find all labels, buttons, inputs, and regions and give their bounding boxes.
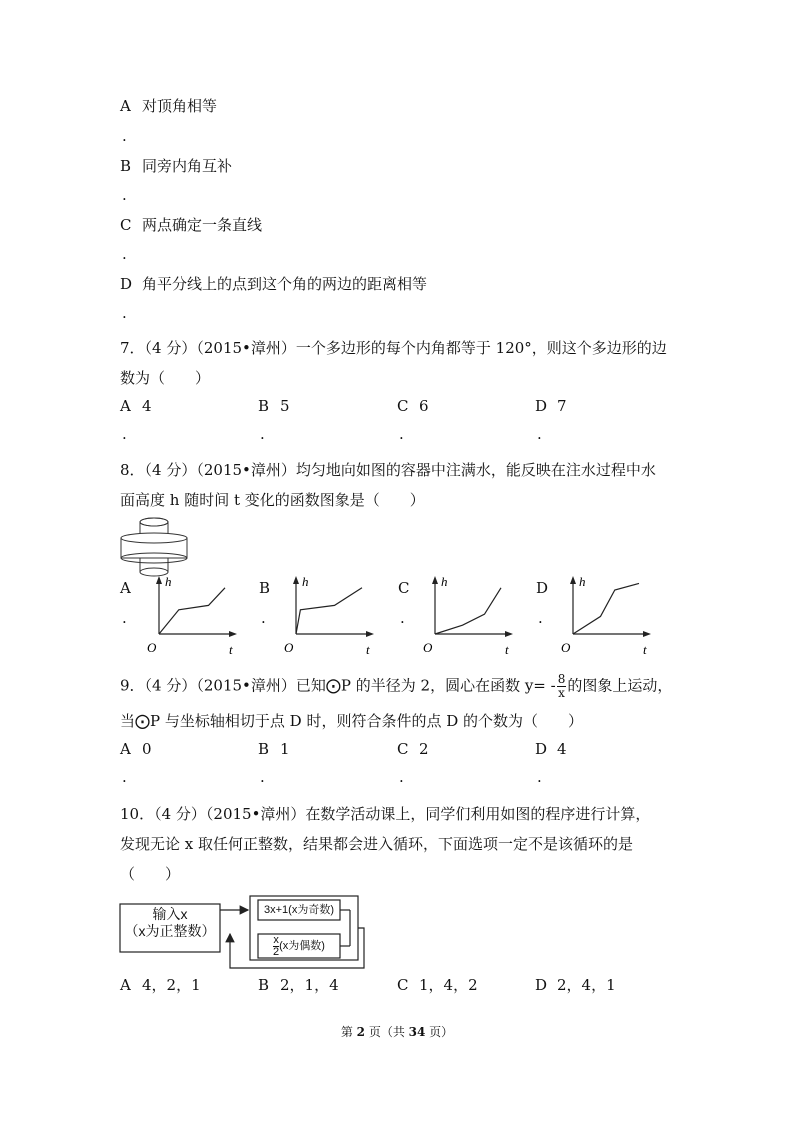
y-axis-label: h bbox=[579, 574, 586, 589]
q7-stem-line1: 7．（4 分）（2015•漳州）一个多边形的每个内角都等于 120°，则这个多边形的边 bbox=[120, 339, 667, 357]
x-axis-arrow-icon bbox=[366, 631, 374, 637]
q9-option-a: A 0 bbox=[120, 740, 152, 758]
q8-graph-b bbox=[282, 570, 382, 658]
q10-option-d: D 2，4，1 bbox=[535, 976, 616, 994]
q8-stem-line2: 面高度 h 随时间 t 变化的函数图象是（ ） bbox=[120, 491, 425, 509]
q10-option-a: A 4，2，1 bbox=[120, 976, 201, 994]
input-box-line2: （x为正整数） bbox=[124, 923, 216, 939]
x-axis-label: t bbox=[643, 642, 647, 657]
q6-option-b-dot: . bbox=[122, 186, 127, 204]
q6-option-b: B 同旁内角互补 bbox=[120, 157, 233, 175]
origin-label: O bbox=[284, 640, 294, 655]
y-axis-arrow-icon bbox=[156, 576, 162, 584]
q8-graph-a bbox=[145, 570, 245, 658]
container-figure bbox=[118, 516, 190, 578]
circle-p-symbol: ⨀P bbox=[135, 712, 161, 730]
q6-option-d: D 角平分线上的点到这个角的两边的距离相等 bbox=[120, 275, 428, 293]
x-axis-label: t bbox=[229, 642, 233, 657]
fraction: $\frac{8}{x}$ bbox=[557, 672, 566, 700]
y-axis-label: h bbox=[441, 574, 448, 589]
q9-option-c: C 2 bbox=[397, 740, 429, 758]
q8-dot-a: . bbox=[122, 609, 127, 627]
graph-line bbox=[159, 588, 225, 634]
y-axis-arrow-icon bbox=[570, 576, 576, 584]
q7-dot-a: . bbox=[122, 425, 127, 443]
q6-option-c-dot: . bbox=[122, 245, 127, 263]
q6-option-a: A 对顶角相等 bbox=[120, 97, 218, 115]
q10-stem-line1: 10．（4 分）（2015•漳州）在数学活动课上，同学们利用如图的程序进行计算， bbox=[120, 805, 651, 823]
q9-dot-b: . bbox=[260, 768, 265, 786]
q8-option-b-letter: B bbox=[259, 579, 271, 597]
graph-line bbox=[573, 583, 639, 634]
q8-graph-c bbox=[421, 570, 521, 658]
q7-dot-d: . bbox=[537, 425, 542, 443]
y-axis-label: h bbox=[302, 574, 309, 589]
page-footer: 第 2 页（共 34 页） bbox=[340, 1025, 454, 1039]
input-box-line1: 输入x bbox=[152, 906, 188, 922]
q8-stem-line1: 8．（4 分）（2015•漳州）均匀地向如图的容器中注满水，能反映在注水过程中水 bbox=[120, 461, 656, 479]
q9-option-d: D 4 bbox=[535, 740, 567, 758]
q7-option-d: D 7 bbox=[535, 397, 567, 415]
q10-stem-line2: 发现无论 x 取任何正整数，结果都会进入循环，下面选项一定不是该循环的是 bbox=[120, 835, 633, 853]
graph-line bbox=[296, 588, 362, 634]
origin-label: O bbox=[423, 640, 433, 655]
y-axis-arrow-icon bbox=[293, 576, 299, 584]
q7-stem-line2: 数为（ ） bbox=[120, 369, 211, 387]
q10-option-b: B 2，1，4 bbox=[258, 976, 339, 994]
q6-option-c: C 两点确定一条直线 bbox=[120, 216, 263, 234]
q9-option-b: B 1 bbox=[258, 740, 290, 758]
q8-graph-d bbox=[559, 570, 659, 658]
q6-option-a-dot: . bbox=[122, 127, 127, 145]
odd-rule-label: 3x+1(x为奇数) bbox=[264, 904, 334, 916]
q9-dot-d: . bbox=[537, 768, 542, 786]
q6-option-d-dot: . bbox=[122, 304, 127, 322]
origin-label: O bbox=[561, 640, 571, 655]
q7-option-b: B 5 bbox=[258, 397, 290, 415]
x-axis-arrow-icon bbox=[643, 631, 651, 637]
circle-p-symbol: ⨀P bbox=[325, 676, 351, 695]
q8-dot-b: . bbox=[261, 609, 266, 627]
q9-dot-a: . bbox=[122, 768, 127, 786]
q8-option-d-letter: D bbox=[536, 579, 549, 597]
q8-dot-d: . bbox=[538, 609, 543, 627]
x-axis-label: t bbox=[505, 642, 509, 657]
q10-stem-line3: （ ） bbox=[120, 865, 181, 883]
q9-stem-line2: 当⨀P 与坐标轴相切于点 D 时，则符合条件的点 D 的个数为（ ） bbox=[120, 712, 584, 730]
q7-option-a: A 4 bbox=[120, 397, 152, 415]
origin-label: O bbox=[147, 640, 157, 655]
q9-stem-line1: 9．（4 分）（2015•漳州）已知⨀P 的半径为 2，圆心在函数 y= - $\frac{8}{x}$ 的图象上运动， bbox=[120, 672, 673, 700]
q7-dot-c: . bbox=[399, 425, 404, 443]
even-rule-label: $\frac{x}{2}$ (x为偶数) bbox=[273, 934, 325, 958]
graph-line bbox=[435, 588, 501, 634]
q8-option-a-letter: A bbox=[120, 579, 131, 597]
q7-dot-b: . bbox=[260, 425, 265, 443]
x-axis-arrow-icon bbox=[229, 631, 237, 637]
x-axis-label: t bbox=[366, 642, 370, 657]
q9-dot-c: . bbox=[399, 768, 404, 786]
y-axis-arrow-icon bbox=[432, 576, 438, 584]
q8-dot-c: . bbox=[400, 609, 405, 627]
q7-option-c: C 6 bbox=[397, 397, 429, 415]
y-axis-label: h bbox=[165, 574, 172, 589]
x-axis-arrow-icon bbox=[505, 631, 513, 637]
q8-option-c-letter: C bbox=[398, 579, 410, 597]
q10-option-c: C 1，4，2 bbox=[397, 976, 478, 994]
